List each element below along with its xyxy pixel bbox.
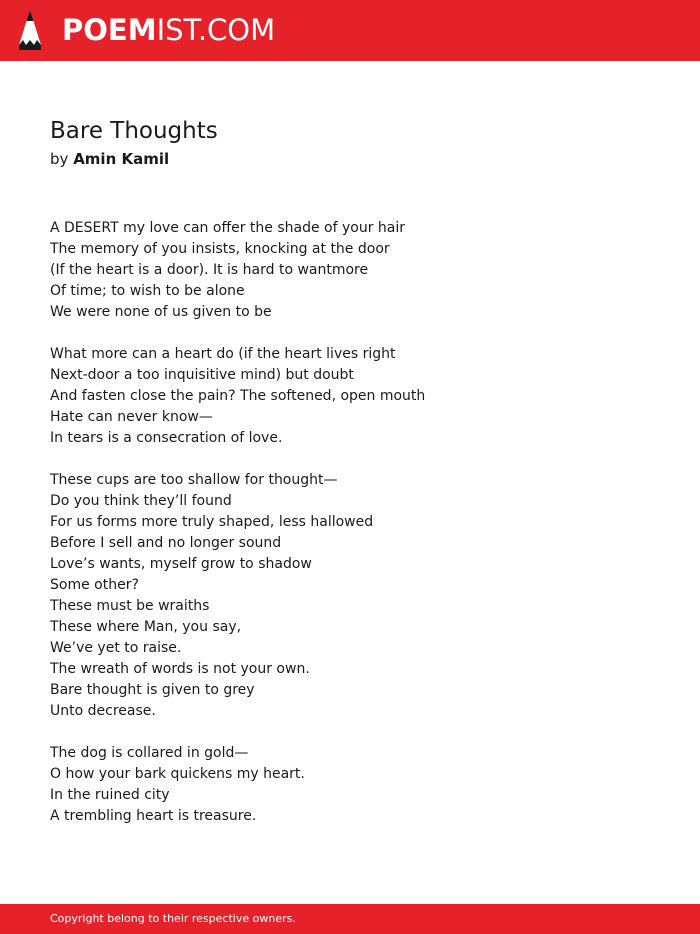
poem-line: And fasten close the pain? The softened, open mouth (50, 388, 426, 404)
poem-line: Do you think they’ll found (50, 493, 232, 509)
poem-line: The memory of you insists, knocking at the door (50, 241, 390, 257)
copyright-text: Copyright belong to their respective owners. (50, 912, 296, 925)
by-label: by (50, 150, 69, 168)
brand-light: IST.COM (156, 13, 276, 47)
site-footer (0, 904, 700, 934)
poem-line: Of time; to wish to be alone (50, 283, 245, 299)
byline (50, 148, 169, 170)
poem-stanza (50, 344, 650, 449)
poem-line: What more can a heart do (if the heart lives right (50, 346, 396, 362)
author-name: Amin Kamil (73, 150, 170, 168)
poem-line: These where Man, you say, (50, 619, 242, 635)
poem-body (50, 218, 650, 848)
poem-title: Bare Thoughts (50, 118, 218, 144)
poem-line: These must be wraiths (50, 598, 210, 614)
poem-stanza (50, 470, 650, 722)
poem-line: Before I sell and no longer sound (50, 535, 282, 551)
poem-line: (If the heart is a door). It is hard to wantmore (50, 262, 369, 278)
poem-line: A trembling heart is treasure. (50, 808, 257, 824)
poem-line: The dog is collared in gold— (50, 745, 249, 761)
poem-line: Hate can never know— (50, 409, 213, 425)
poem-line: Love’s wants, myself grow to shadow (50, 556, 312, 572)
site-logo[interactable] (62, 10, 275, 50)
poem-line: Unto decrease. (50, 703, 156, 719)
poem-line: Next-door a too inquisitive mind) but doubt (50, 367, 354, 383)
pencil-tip-icon[interactable] (17, 9, 43, 51)
site-header (0, 0, 700, 61)
poem-line: We’ve yet to raise. (50, 640, 182, 656)
poem-line: These cups are too shallow for thought— (50, 472, 338, 488)
poem-line: We were none of us given to be (50, 304, 272, 320)
poem-line: In tears is a consecration of love. (50, 430, 283, 446)
poem-stanza (50, 218, 650, 323)
poem-line: Bare thought is given to grey (50, 682, 255, 698)
poem-line: The wreath of words is not your own. (50, 661, 310, 677)
poem-line: In the ruined city (50, 787, 170, 803)
poem-line: For us forms more truly shaped, less hallowed (50, 514, 374, 530)
poem-line: A DESERT my love can offer the shade of your hair (50, 220, 405, 236)
brand-bold: POEM (62, 13, 157, 47)
poem-line: Some other? (50, 577, 139, 593)
poem-line: O how your bark quickens my heart. (50, 766, 305, 782)
poem-stanza (50, 743, 650, 827)
